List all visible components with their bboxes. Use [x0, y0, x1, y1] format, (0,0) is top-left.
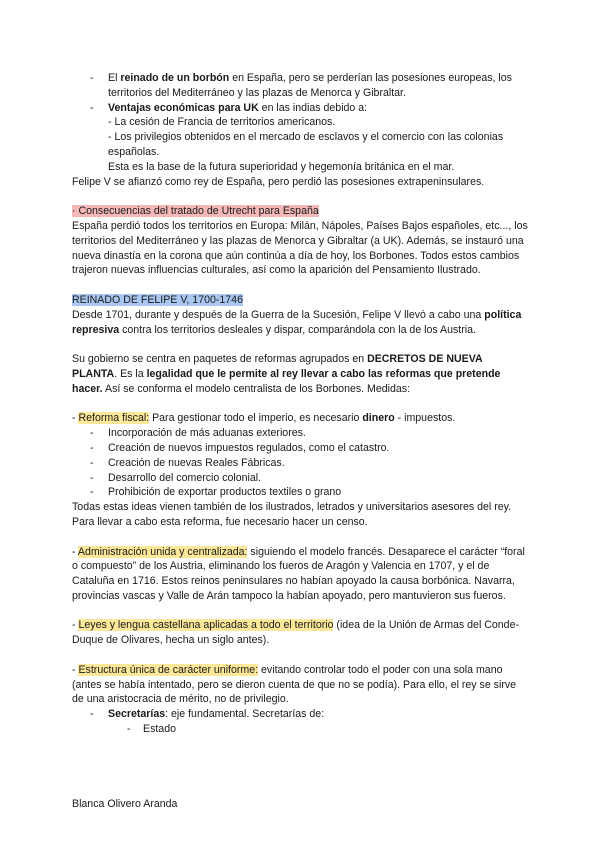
list-item-secretarias — [72, 707, 530, 722]
paragraph-politica — [72, 308, 530, 338]
spacer — [72, 648, 530, 663]
paragraph-censo: Todas estas ideas vienen también de los ilustrados, letrados y universitarios asesores del rey. Para llevar a cabo esta reforma, fue necesario hacer un censo. — [72, 501, 512, 528]
spacer — [72, 189, 530, 204]
text: Desde 1701, durante y después de la Guerra de la Sucesión, Felipe V llevó a cabo una — [72, 308, 485, 321]
list-item: - Incorporación de más aduanas exteriores. — [72, 426, 530, 441]
list-item: - Creación de nuevas Reales Fábricas. — [72, 456, 530, 471]
text: siguiendo el modelo francés. Desaparece el carácter “foral o compuesto” de los Austria, eliminando los fueros de Aragón y Valencia en 1707, y el de Cataluña en 1716. Estos reinos peninsulares no habían apoyado la causa borbónica. Navarra, provincias vascas y Valle de Arán tampoco la habían apoyado, pero mantuvieron sus fueros. — [72, 545, 525, 602]
paragraph-reforma-fiscal — [72, 411, 530, 426]
text: El — [108, 72, 121, 84]
paragraph-estructura — [72, 663, 530, 707]
highlight-text: REINADO DE FELIPE V, 1700-1746 — [72, 293, 243, 306]
text: contra los territorios desleales y dispar, comparándola con la de los Austria. — [119, 323, 476, 336]
spacer — [72, 530, 530, 545]
bold-text: dinero — [362, 412, 395, 425]
sub-item-privilegios: - Los privilegios obtenidos en el mercado de esclavos y el comercio con las colonias españolas. — [108, 131, 504, 158]
text: en España, pero se perderían las posesiones europeas, los territorios del Mediterráneo y las plazas de Menorca y Gibraltar. — [108, 72, 512, 99]
bold-text: legalidad que le permite al rey llevar a cabo las reformas que pretende hacer. — [72, 367, 501, 395]
spacer — [72, 397, 530, 412]
felipe-line: Felipe V se afianzó como rey de España, pero perdió las posesiones extrapeninsulares. — [72, 175, 485, 188]
bold-text: Secretarías — [108, 708, 166, 721]
paragraph-leyes — [72, 618, 530, 648]
document-body — [72, 71, 530, 737]
list-item: - Creación de nuevos impuestos regulados, como el catastro. — [72, 441, 530, 456]
note-hegemonia: Esta es la base de la futura superioridad y hegemonía británica en el mar. — [108, 160, 455, 173]
dash: - — [72, 412, 79, 425]
highlight-text: Leyes y lengua castellana aplicadas a todo el territorio — [78, 619, 334, 632]
highlight-text: · Consecuencias del tratado de Utrecht para España — [72, 205, 319, 218]
bold-text: política represiva — [72, 308, 522, 336]
spacer — [72, 337, 530, 352]
text: - impuestos. — [394, 412, 456, 425]
text: : eje fundamental. Secretarías de: — [165, 708, 325, 721]
bold-text: DECRETOS DE NUEVA PLANTA — [72, 353, 483, 380]
text: en las indias debido a: — [258, 101, 368, 114]
text: Su gobierno se centra en paquetes de reformas agrupados en — [72, 353, 368, 366]
list-item-reinado — [72, 71, 530, 101]
text: . Es la — [114, 367, 147, 380]
section-heading-reinado — [72, 293, 530, 308]
highlight-text: Administración unida y centralizada: — [77, 545, 248, 558]
highlight-text: Estructura única de carácter uniforme: — [78, 663, 259, 676]
section-heading-consecuencias — [72, 204, 530, 219]
text: Para gestionar todo el imperio, es necesario — [149, 412, 363, 425]
text: evitando controlar todo el poder con una sola mano (antes se había intentado, pero se dieron cuenta de que no se podía). Para ello, el rey se sirve de una aristocracia de mérito, no de privilegio. — [72, 663, 517, 706]
spacer — [72, 604, 530, 619]
highlight-text: Reforma fiscal: — [78, 412, 150, 425]
footer-author: Blanca Olivero Aranda — [72, 798, 178, 810]
paragraph-decretos — [72, 352, 530, 396]
paragraph-administracion — [72, 545, 530, 604]
list-item: - Prohibición de exportar productos textiles o grano — [72, 485, 530, 500]
dash: - — [72, 545, 78, 558]
list-item-ventajas — [72, 101, 530, 116]
dash: - — [72, 663, 79, 676]
sub-item-cesion: - La cesión de Francia de territorios americanos. — [108, 116, 336, 129]
bold-text: Ventajas económicas para UK — [108, 101, 259, 114]
text: Así se conforma el modelo centralista de los Borbones. Medidas: — [102, 382, 411, 395]
sub-list-item-estado: - Estado — [72, 722, 530, 737]
dash: - — [72, 619, 79, 632]
bold-text: reinado de un borbón — [120, 72, 230, 84]
spacer — [72, 278, 530, 293]
paragraph-consecuencias: España perdió todos los territorios en Europa: Milán, Nápoles, Países Bajos españoles, etc..., los territorios del Mediterráneo y las plazas de Menorca y Gibraltar (a UK). Además, se instauró una nueva dinastía en la corona que aún continúa a día de hoy, los Borbones. Todos estos cambios trajeron nuevas influencias culturales, así como la aparición del Pensamiento Ilustrado. — [72, 219, 528, 277]
text: (idea de la Unión de Armas del Conde-Duque de Olivares, hecha un siglo antes). — [72, 619, 519, 647]
list-item: - Desarrollo del comercio colonial. — [72, 471, 530, 486]
